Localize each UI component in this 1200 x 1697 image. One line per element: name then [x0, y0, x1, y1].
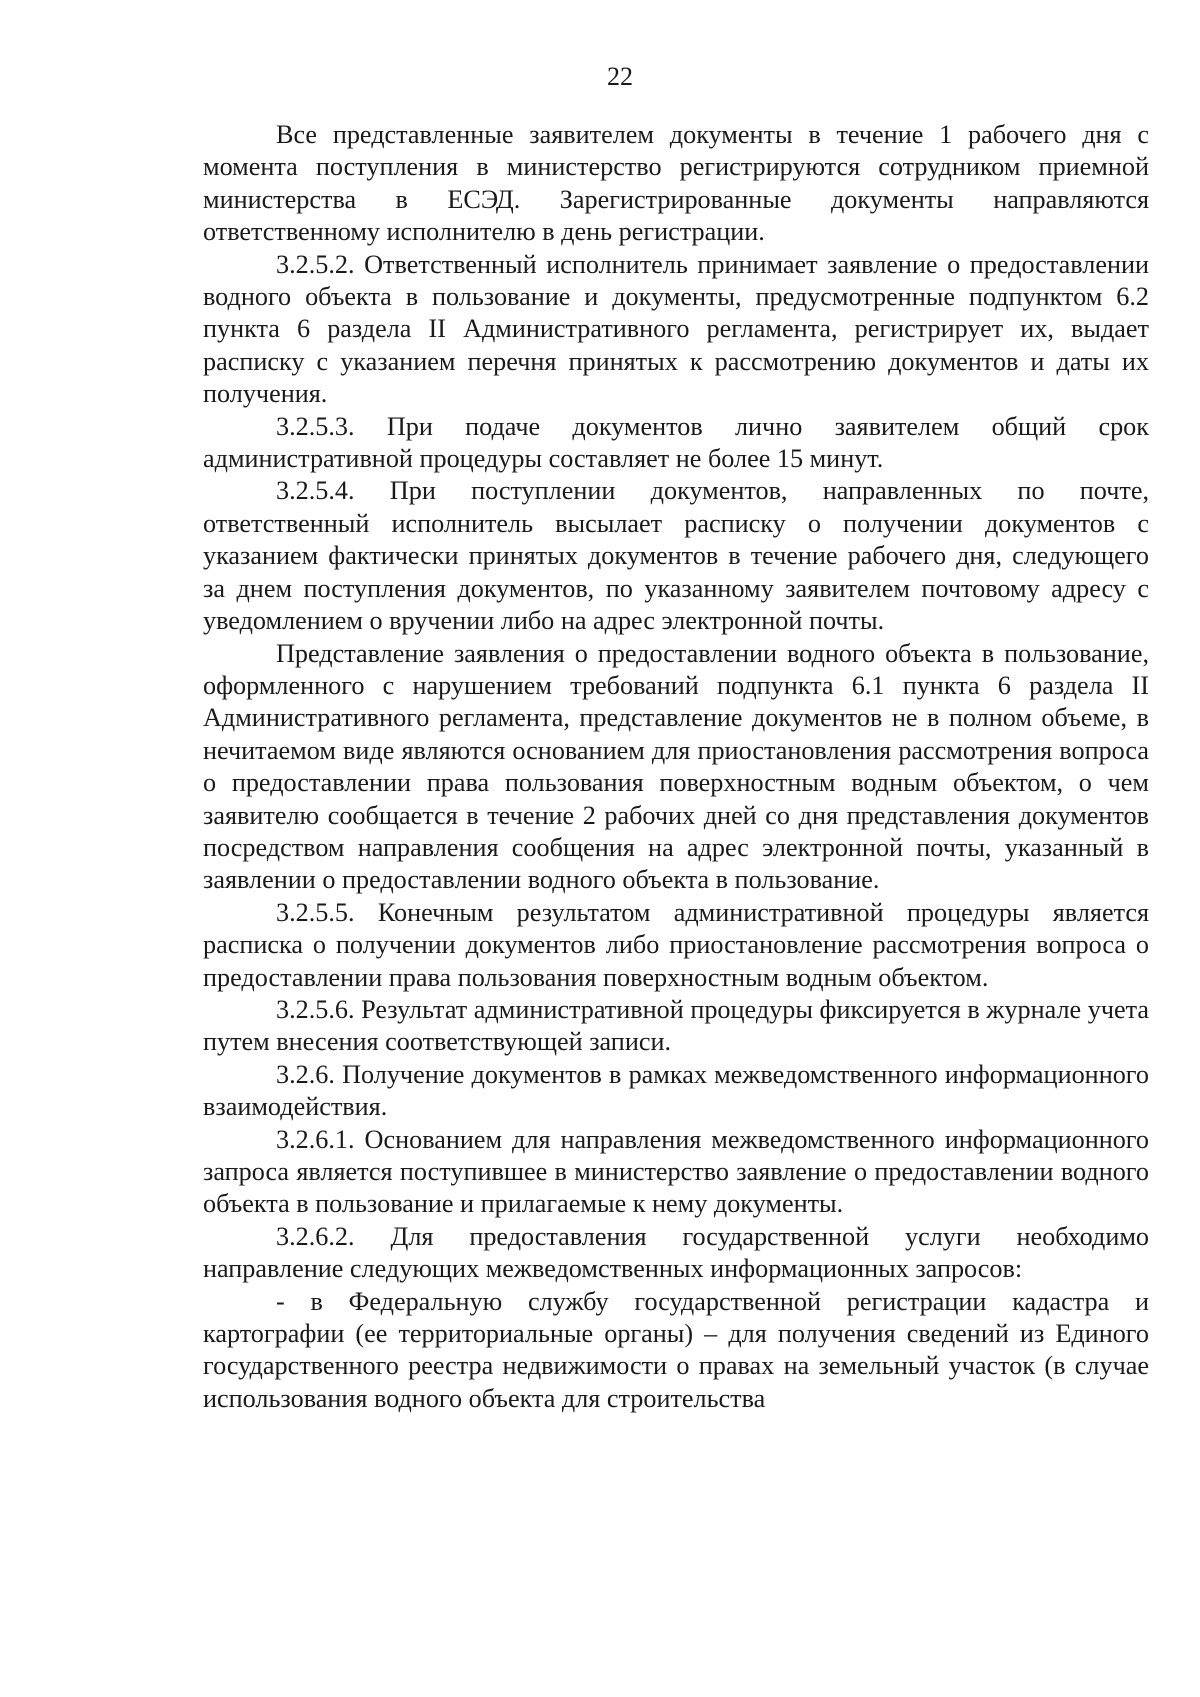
paragraph: 3.2.6.1. Основанием для направления межведомственного информационного запроса является поступившее в министерство заявление о предоставлении водного объекта в пользование и прилагаемые к нему документы.	[203, 1124, 1149, 1219]
paragraph: 3.2.5.6. Результат административной процедуры фиксируется в журнале учета путем внесения соответствующей записи.	[203, 994, 1149, 1057]
paragraph: - в Федеральную службу государственной регистрации кадастра и картографии (ее территориальные органы) – для получения сведений из Единого государственного реестра недвижимости о правах на земельный участок (в случае использования водного объекта для строительства	[203, 1286, 1149, 1413]
paragraph: 3.2.6. Получение документов в рамках межведомственного информационного взаимодействия.	[203, 1059, 1149, 1122]
paragraph: Все представленные заявителем документы в течение 1 рабочего дня с момента поступления в министерство регистрируются сотрудником приемной министерства в ЕСЭД. Зарегистрированные документы направляются ответственному исполнителю в день регистрации.	[203, 120, 1149, 247]
paragraph: 3.2.6.2. Для предоставления государственной услуги необходимо направление следующих межведомственных информационных запросов:	[203, 1221, 1149, 1284]
paragraph: Представление заявления о предоставлении водного объекта в пользование, оформленного с нарушением требований подпункта 6.1 пункта 6 раздела II Административного регламента, представление документов не в полном объеме, в нечитаемом виде являются основанием для приостановления рассмотрения вопроса о предоставлении права пользования поверхностным водным объектом, о чем заявителю сообщается в течение 2 рабочих дней со дня представления документов посредством направления сообщения на адрес электронной почты, указанный в заявлении о предоставлении водного объекта в пользование.	[203, 638, 1149, 895]
paragraph: 3.2.5.3. При подаче документов лично заявителем общий срок административной процедуры составляет не более 15 минут.	[203, 411, 1149, 474]
paragraph: 3.2.5.4. При поступлении документов, направленных по почте, ответственный исполнитель высылает расписку о получении документов с указанием фактически принятых документов в течение рабочего дня, следующего за днем поступления документов, по указанному заявителем почтовому адресу с уведомлением о вручении либо на адрес электронной почты.	[203, 476, 1149, 636]
paragraph: 3.2.5.2. Ответственный исполнитель принимает заявление о предоставлении водного объекта в пользование и документы, предусмотренные подпунктом 6.2 пункта 6 раздела II Административного регламента, регистрирует их, выдает расписку с указанием перечня принятых к рассмотрению документов и даты их получения.	[203, 249, 1149, 409]
page-number: 22	[607, 62, 633, 91]
document-body	[203, 119, 1149, 1415]
paragraph: 3.2.5.5. Конечным результатом административной процедуры является расписка о получении документов либо приостановление рассмотрения вопроса о предоставлении права пользования поверхностным водным объектом.	[203, 897, 1149, 992]
